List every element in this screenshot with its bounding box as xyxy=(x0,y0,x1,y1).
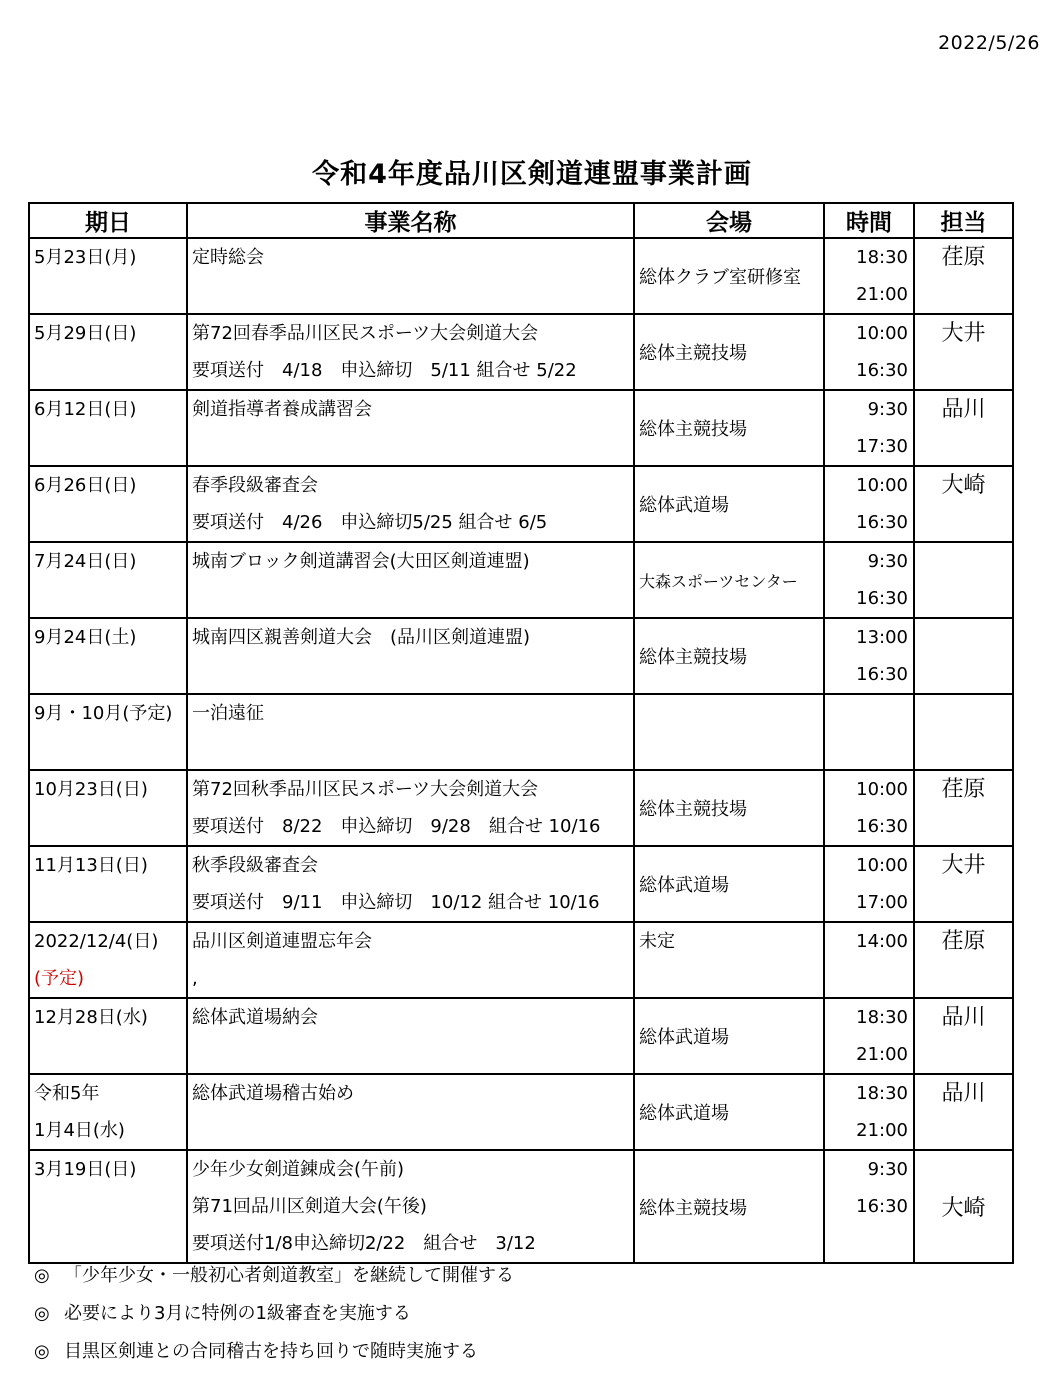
date-cell xyxy=(29,390,187,466)
event-name-cell xyxy=(187,618,634,694)
event-name-cell xyxy=(187,1074,634,1150)
date-text: 5月23日(月) xyxy=(34,247,137,268)
table-header-row xyxy=(29,203,1013,238)
end-time: 16:30 xyxy=(856,664,908,685)
staff-text: 品川 xyxy=(941,397,986,422)
start-time: 10:00 xyxy=(856,855,908,876)
event-name-text: 一泊遠征 xyxy=(192,703,264,724)
table-row xyxy=(29,542,1013,618)
staff-text: 荏原 xyxy=(941,245,986,270)
start-time: 9:30 xyxy=(867,399,908,420)
note-text: 必要により3月に特例の1級審査を実施する xyxy=(64,1303,411,1324)
date-text: 12月28日(水) xyxy=(34,1007,148,1028)
end-time: 16:30 xyxy=(856,816,908,837)
date-cell xyxy=(29,466,187,542)
start-time: 13:00 xyxy=(856,627,908,648)
date-cell xyxy=(29,618,187,694)
date-text: 3月19日(日) xyxy=(34,1159,137,1180)
table-row xyxy=(29,770,1013,846)
note-item xyxy=(34,1257,514,1295)
date-cell xyxy=(29,770,187,846)
venue-cell: 総体武道場 xyxy=(634,1074,824,1150)
start-time: 18:30 xyxy=(856,1083,908,1104)
event-name-text: 総体武道場稽古始め xyxy=(192,1083,354,1104)
start-time: 9:30 xyxy=(867,551,908,572)
end-time: 16:30 xyxy=(856,512,908,533)
date-text: 1月4日(水) xyxy=(34,1120,125,1141)
venue-cell: 総体クラブ室研修室 xyxy=(634,238,824,314)
event-detail-text: 要項送付 4/26 申込締切5/25 組合せ 6/5 xyxy=(192,512,548,533)
venue-cell: 総体主競技場 xyxy=(634,770,824,846)
event-name-cell xyxy=(187,998,634,1074)
staff-cell: 大崎 xyxy=(914,1150,1013,1263)
start-time: 10:00 xyxy=(856,323,908,344)
event-name-cell xyxy=(187,1150,634,1263)
venue-cell: 総体主競技場 xyxy=(634,314,824,390)
event-name-text: 総体武道場納会 xyxy=(192,1007,318,1028)
staff-text xyxy=(915,543,1012,580)
event-detail-text: 要項送付 4/18 申込締切 5/11 組合せ 5/22 xyxy=(192,360,577,381)
date-text: 6月12日(日) xyxy=(34,399,137,420)
end-time: 21:00 xyxy=(856,1044,908,1065)
event-name-text: 第72回秋季品川区民スポーツ大会剣道大会 xyxy=(192,779,539,800)
document-title: 令和4年度品川区剣道連盟事業計画 xyxy=(312,159,752,190)
table-row xyxy=(29,922,1013,998)
staff-cell xyxy=(914,770,1013,846)
date-cell xyxy=(29,694,187,770)
time-cell xyxy=(824,694,914,770)
date-text: 10月23日(日) xyxy=(34,779,148,800)
date-cell xyxy=(29,1150,187,1263)
note-text: 「少年少女・一般初心者剣道教室」を継続して開催する xyxy=(64,1265,514,1286)
date-cell xyxy=(29,846,187,922)
table-row xyxy=(29,846,1013,922)
start-time: 9:30 xyxy=(867,1159,908,1180)
staff-cell xyxy=(914,694,1013,770)
venue-cell: 総体武道場 xyxy=(634,466,824,542)
event-name-cell xyxy=(187,770,634,846)
staff-text: 荏原 xyxy=(941,777,986,802)
table-row xyxy=(29,314,1013,390)
start-time: 10:00 xyxy=(856,475,908,496)
event-name-cell xyxy=(187,542,634,618)
table-row xyxy=(29,466,1013,542)
date-text: 令和5年 xyxy=(34,1083,100,1104)
time-cell xyxy=(824,466,914,542)
column-header-venue: 会場 xyxy=(634,203,824,238)
note-item xyxy=(34,1295,514,1333)
staff-text: 大井 xyxy=(941,321,986,346)
start-time: 18:30 xyxy=(856,247,908,268)
column-header-staff: 担当 xyxy=(914,203,1013,238)
event-name-text: 城南四区親善剣道大会 (品川区剣道連盟) xyxy=(192,627,531,648)
note-item xyxy=(34,1333,514,1371)
event-name-cell xyxy=(187,314,634,390)
time-cell xyxy=(824,1150,914,1263)
date-text: 5月29日(日) xyxy=(34,323,137,344)
date-text: 11月13日(日) xyxy=(34,855,148,876)
table-row xyxy=(29,390,1013,466)
staff-text xyxy=(915,619,1012,656)
date-cell xyxy=(29,1074,187,1150)
end-time: 16:30 xyxy=(856,588,908,609)
start-time xyxy=(825,695,913,732)
time-cell xyxy=(824,1074,914,1150)
time-cell xyxy=(824,314,914,390)
staff-text: 大崎 xyxy=(941,473,986,498)
document-date: 2022/5/26 xyxy=(938,32,1040,54)
date-cell xyxy=(29,998,187,1074)
venue-cell: 大森スポーツセンター xyxy=(634,542,824,618)
column-header-time: 時間 xyxy=(824,203,914,238)
staff-cell xyxy=(914,314,1013,390)
time-cell xyxy=(824,618,914,694)
start-time: 10:00 xyxy=(856,779,908,800)
end-time: 21:00 xyxy=(856,284,908,305)
staff-text xyxy=(915,695,1012,732)
end-time: 17:00 xyxy=(856,892,908,913)
start-time: 14:00 xyxy=(856,931,908,952)
venue-cell: 総体主競技場 xyxy=(634,390,824,466)
staff-cell xyxy=(914,466,1013,542)
staff-cell xyxy=(914,238,1013,314)
event-name-text: 少年少女剣道錬成会(午前) xyxy=(192,1159,405,1180)
event-name-text: 秋季段級審査会 xyxy=(192,855,318,876)
venue-cell: 総体主競技場 xyxy=(634,618,824,694)
time-cell xyxy=(824,390,914,466)
start-time: 18:30 xyxy=(856,1007,908,1028)
date-text: 6月26日(日) xyxy=(34,475,137,496)
date-text: 9月・10月(予定) xyxy=(34,703,173,724)
staff-text: 品川 xyxy=(941,1005,986,1030)
staff-text: 品川 xyxy=(941,1081,986,1106)
time-cell xyxy=(824,238,914,314)
event-detail-text: , xyxy=(192,968,198,989)
end-time: 16:30 xyxy=(856,1196,908,1217)
end-time xyxy=(825,732,913,769)
event-name-text: 第72回春季品川区民スポーツ大会剣道大会 xyxy=(192,323,539,344)
event-name-text: 定時総会 xyxy=(192,247,264,268)
event-name-text: 品川区剣道連盟忘年会 xyxy=(192,931,372,952)
staff-text: 荏原 xyxy=(941,929,986,954)
event-name-cell xyxy=(187,846,634,922)
time-cell xyxy=(824,770,914,846)
event-name-cell xyxy=(187,390,634,466)
event-name-text: 剣道指導者養成講習会 xyxy=(192,399,372,420)
event-detail-text: 要項送付 8/22 申込締切 9/28 組合せ 10/16 xyxy=(192,816,601,837)
staff-cell xyxy=(914,998,1013,1074)
event-name-text: 第71回品川区剣道大会(午後) xyxy=(192,1196,427,1217)
event-detail-text: 要項送付1/8申込締切2/22 組合せ 3/12 xyxy=(192,1233,536,1254)
date-cell xyxy=(29,238,187,314)
double-circle-icon: ◎ xyxy=(34,1303,50,1324)
staff-cell xyxy=(914,922,1013,998)
time-cell xyxy=(824,998,914,1074)
event-name-cell xyxy=(187,466,634,542)
date-cell xyxy=(29,542,187,618)
staff-cell xyxy=(914,390,1013,466)
event-name-cell xyxy=(187,694,634,770)
end-time: 21:00 xyxy=(856,1120,908,1141)
end-time xyxy=(825,960,913,997)
staff-cell xyxy=(914,846,1013,922)
table-row xyxy=(29,694,1013,770)
time-cell xyxy=(824,846,914,922)
note-text: 目黒区剣連との合同稽古を持ち回りで随時実施する xyxy=(64,1341,478,1362)
table-row xyxy=(29,1150,1013,1263)
double-circle-icon: ◎ xyxy=(34,1341,50,1362)
event-detail-text: 要項送付 9/11 申込締切 10/12 組合せ 10/16 xyxy=(192,892,600,913)
venue-cell: 総体武道場 xyxy=(634,846,824,922)
time-cell xyxy=(824,542,914,618)
venue-cell xyxy=(634,922,824,998)
table-row xyxy=(29,618,1013,694)
event-name-text: 春季段級審査会 xyxy=(192,475,318,496)
double-circle-icon: ◎ xyxy=(34,1265,50,1286)
venue-cell: 総体主競技場 xyxy=(634,1150,824,1263)
date-text: 7月24日(日) xyxy=(34,551,137,572)
venue-cell: 総体武道場 xyxy=(634,998,824,1074)
tentative-label: (予定) xyxy=(34,968,85,989)
date-text: 2022/12/4(日) xyxy=(34,931,159,952)
event-name-cell xyxy=(187,922,634,998)
column-header-event-name: 事業名称 xyxy=(187,203,634,238)
end-time: 17:30 xyxy=(856,436,908,457)
staff-text: 大井 xyxy=(941,853,986,878)
staff-cell xyxy=(914,1074,1013,1150)
table-row xyxy=(29,238,1013,314)
venue-cell xyxy=(634,694,824,770)
date-text: 9月24日(土) xyxy=(34,627,137,648)
date-cell xyxy=(29,922,187,998)
event-name-text: 城南ブロック剣道講習会(大田区剣道連盟) xyxy=(192,551,530,572)
end-time: 16:30 xyxy=(856,360,908,381)
staff-cell xyxy=(914,618,1013,694)
event-name-cell xyxy=(187,238,634,314)
notes-list xyxy=(34,1257,514,1371)
date-cell xyxy=(29,314,187,390)
column-header-date: 期日 xyxy=(29,203,187,238)
schedule-table xyxy=(28,202,1014,1264)
staff-cell xyxy=(914,542,1013,618)
table-row xyxy=(29,998,1013,1074)
table-row xyxy=(29,1074,1013,1150)
time-cell xyxy=(824,922,914,998)
venue-text: 未定 xyxy=(639,931,675,952)
